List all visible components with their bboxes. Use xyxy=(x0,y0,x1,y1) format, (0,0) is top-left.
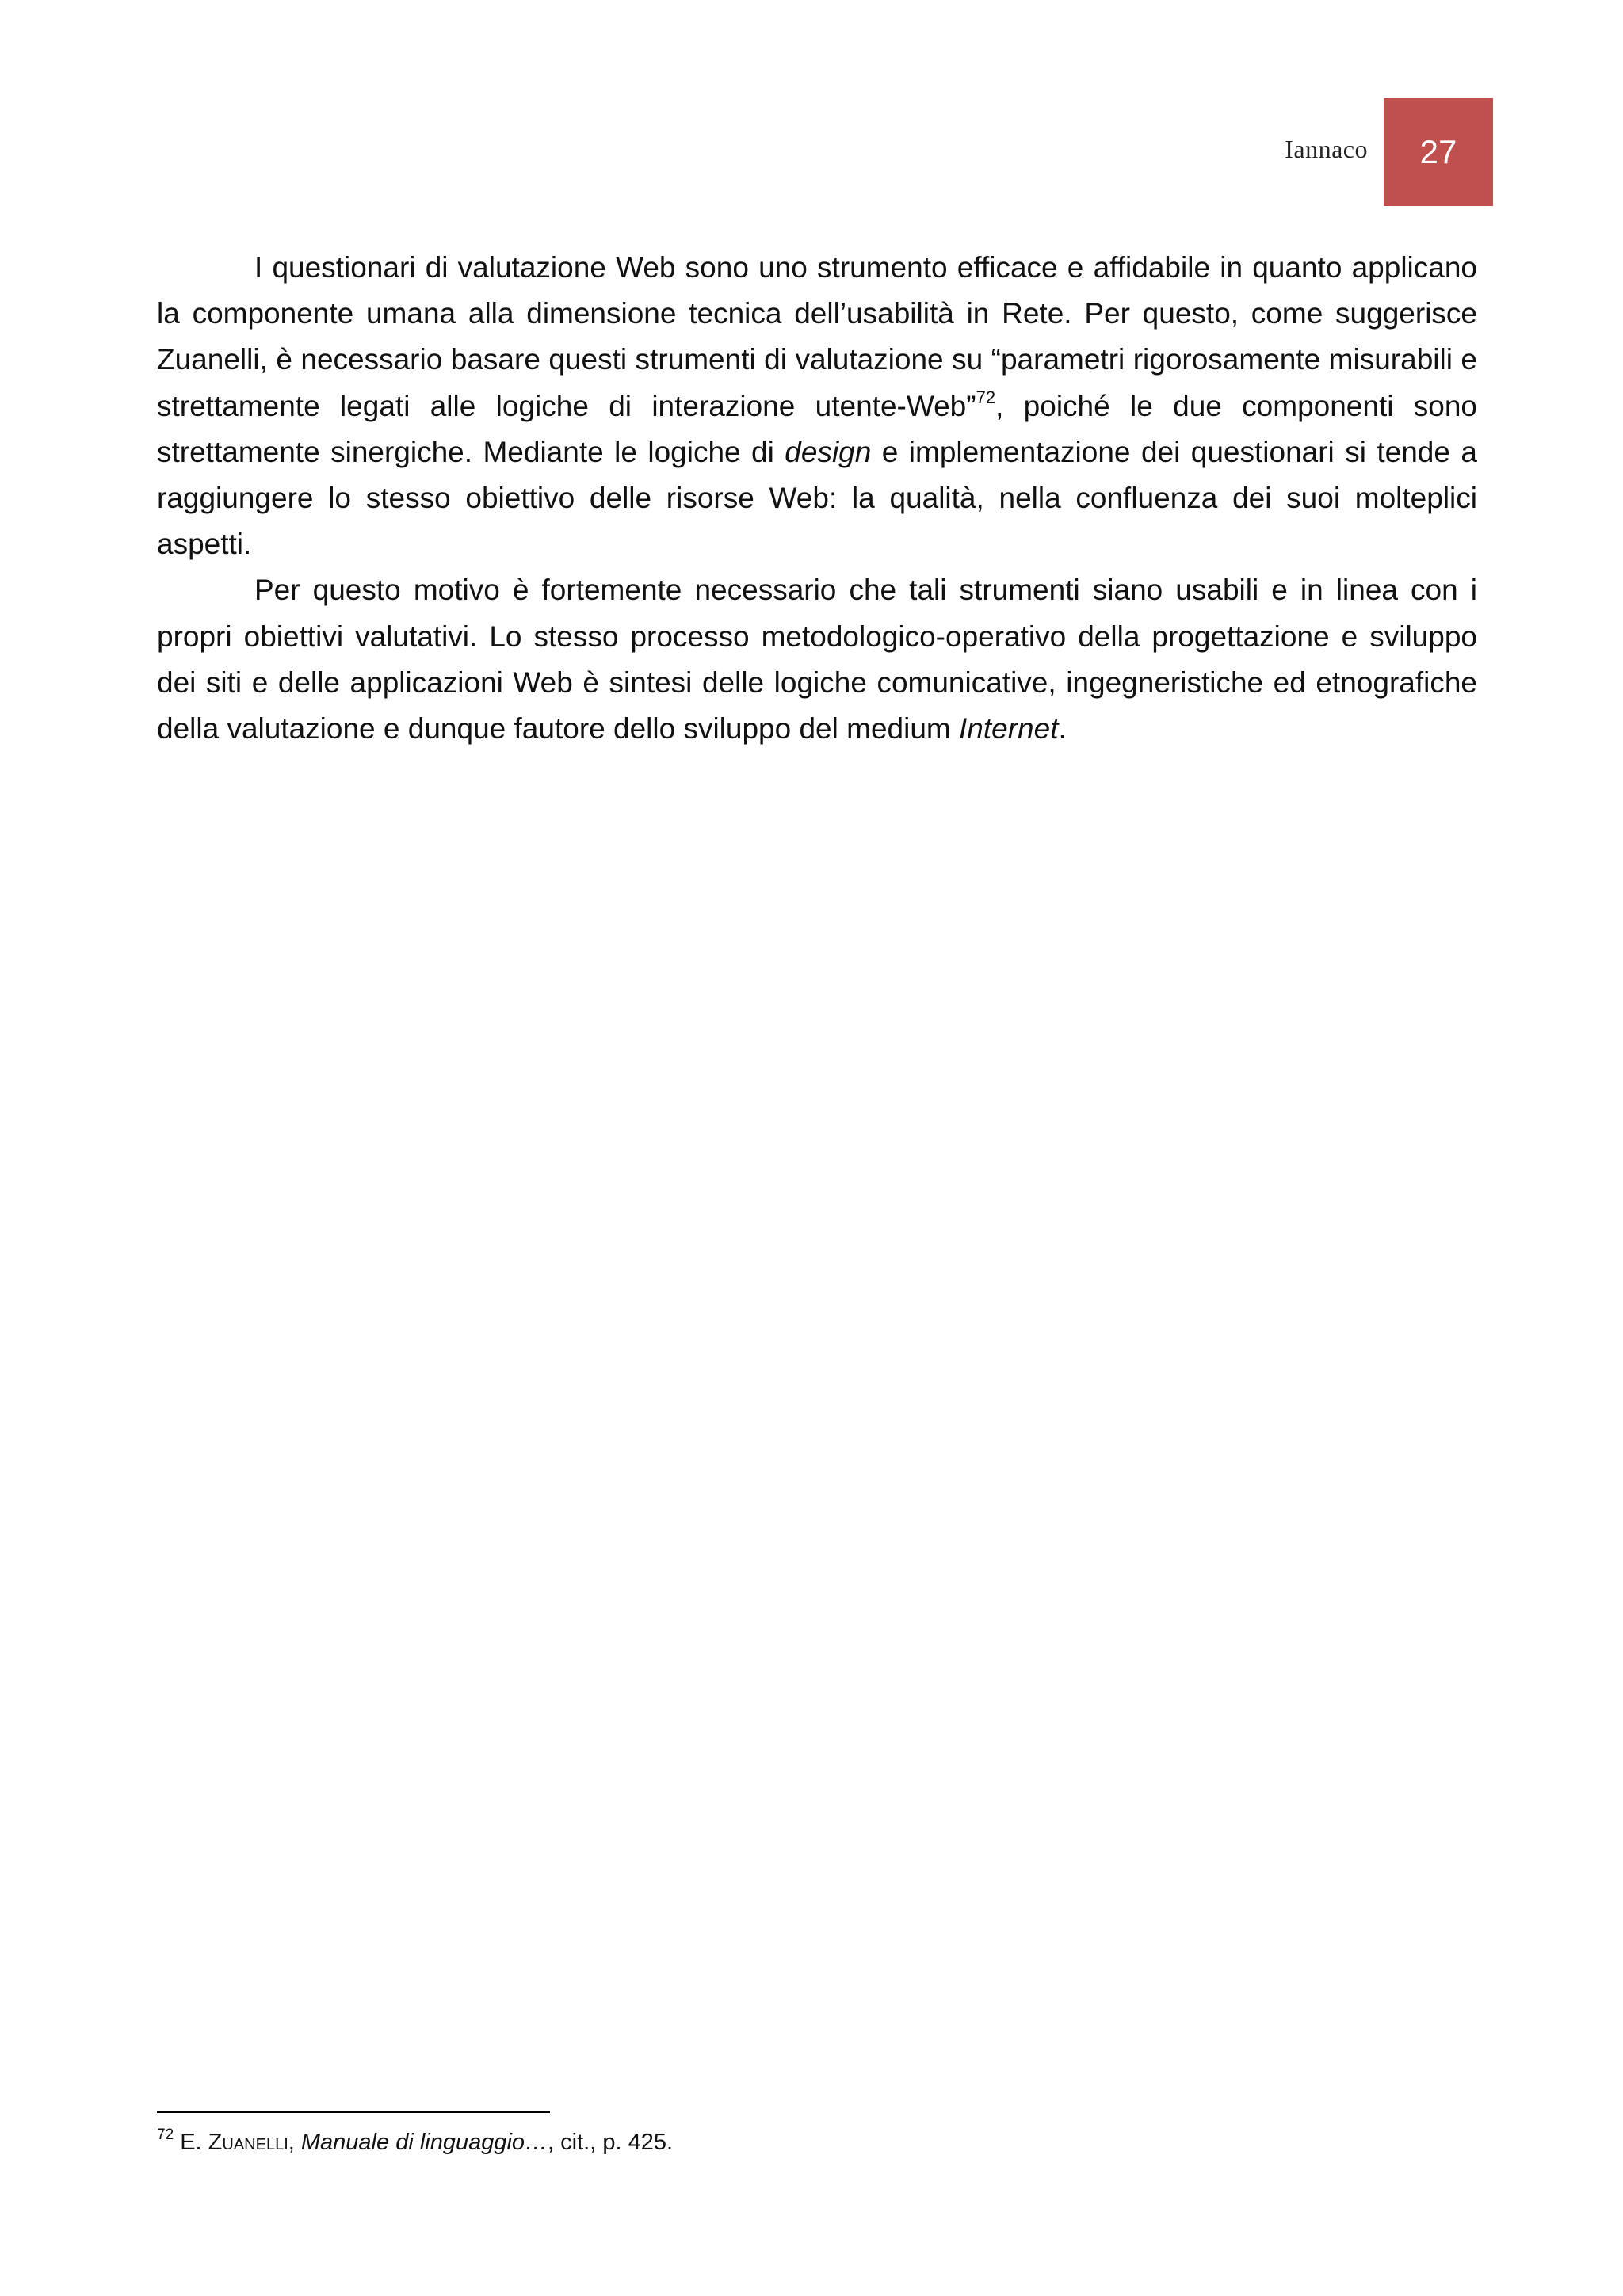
paragraph-2 xyxy=(157,567,1477,752)
paragraph-1 xyxy=(157,245,1477,567)
footnote-separator-text: , xyxy=(288,2130,301,2155)
footnote-author-initial: E. xyxy=(180,2130,208,2155)
footnote-title: Manuale di linguaggio… xyxy=(300,2130,548,2155)
paragraph-2-text-a: Per questo motivo è fortemente necessario che tali strumenti siano usabili e in linea con i propri obiettivi valutativi. Lo stesso processo metodologico-operativo della progettazione e sviluppo dei siti e delle applicazioni Web è sintesi delle logiche comunicative, ingegneristiche ed etnografiche della valutazione e dunque fautore dello sviluppo del medium xyxy=(157,574,1477,746)
footnote-separator xyxy=(157,2111,550,2113)
body-text xyxy=(157,245,1477,752)
footnote-number: 72 xyxy=(157,2126,174,2143)
footnote-reference: 72 xyxy=(976,387,996,407)
paragraph-2-italic: Internet xyxy=(959,712,1059,746)
page-number: 27 xyxy=(1419,133,1457,170)
paragraph-1-text-a: I questionari di valutazione Web sono uno strumento efficace e affidabile in quanto applicano la componente umana alla dimensione tecnica dell’usabilità in Rete. Per questo, come suggerisce Zuanelli, è necessario basare questi strumenti di valutazione su “parametri rigorosamente misurabili e strettamente legati alle logiche di interazione utente-Web” xyxy=(157,251,1477,422)
footnote-author: Zuanelli xyxy=(208,2130,288,2155)
running-header-author: Iannaco xyxy=(1285,135,1368,163)
footnote xyxy=(157,2126,673,2158)
paragraph-1-italic: design xyxy=(785,435,872,468)
footnote-citation: , cit., p. 425. xyxy=(548,2130,674,2155)
paragraph-1-text-b: , poiché le due componenti sono strettamente sinergiche. Mediante le logiche di xyxy=(157,389,1478,468)
paragraph-2-text-b: . xyxy=(1058,712,1067,746)
page-number-badge xyxy=(1384,98,1493,206)
paragraph-1-text-c: e implementazione dei questionari si tende a raggiungere lo stesso obiettivo delle risorse Web: la qualità, nella confluenza dei suoi molteplici aspetti. xyxy=(157,435,1477,561)
